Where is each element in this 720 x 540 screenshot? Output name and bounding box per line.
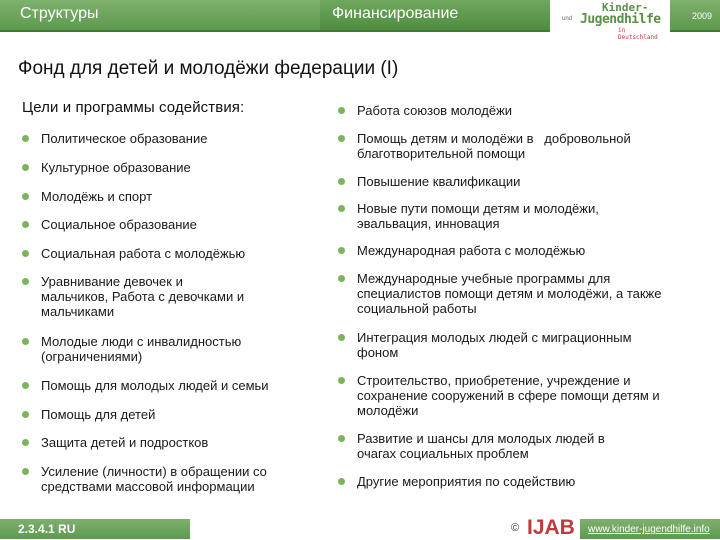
- logo-line1: Kinder-: [602, 1, 649, 14]
- bullet-icon: [22, 135, 29, 142]
- bullet-icon: [22, 278, 29, 285]
- list-item-text: Уравнивание девочек и: [41, 274, 183, 289]
- list-item-text: Культурное образование: [41, 160, 191, 175]
- footer-bar: [0, 516, 720, 540]
- bullet-icon: [338, 435, 345, 442]
- slide-code-badge: [0, 519, 190, 539]
- list-item-text: Международные учебные программы для: [357, 271, 611, 286]
- list-item-text: социальной работы: [357, 301, 477, 316]
- bullet-icon: [338, 334, 345, 341]
- bullet-icon: [338, 377, 345, 384]
- list-item-text: Молодёжь и спорт: [41, 189, 153, 204]
- list-item-text: молодёжи: [357, 403, 419, 418]
- slide-code-label: 2.3.4.1 RU: [18, 522, 76, 536]
- bullet-icon: [22, 439, 29, 446]
- list-item-text: благотворительной помощи: [357, 146, 526, 161]
- list-item-text: Политическое образование: [41, 131, 208, 146]
- bullet-icon: [338, 247, 345, 254]
- bullet-icon: [22, 250, 29, 257]
- bullet-icon: [22, 411, 29, 418]
- bullet-icon: [338, 478, 345, 485]
- bullet-icon: [338, 205, 345, 212]
- left-column-heading: Цели и программы содействия:: [22, 99, 245, 116]
- list-item-text: мальчиками: [41, 304, 115, 319]
- list-item-text: сохранение сооружений в сфере помощи детям и: [357, 388, 660, 403]
- list-item-text: (ограничениями): [41, 349, 143, 364]
- list-item-text: Другие мероприятия по содействию: [357, 474, 576, 489]
- bullet-icon: [22, 382, 29, 389]
- tab-structures[interactable]: Структуры: [20, 5, 99, 22]
- list-item-text: средствами массовой информации: [41, 479, 255, 494]
- list-item-text: Защита детей и подростков: [41, 435, 209, 450]
- list-item-text: Повышение квалификации: [357, 174, 521, 189]
- bullet-icon: [338, 275, 345, 282]
- list-item-text: Помощь детям и молодёжи в добровольной: [357, 131, 631, 146]
- list-item-text: эвальвация, инновация: [357, 216, 500, 231]
- list-item-text: Развитие и шансы для молодых людей в: [357, 431, 605, 446]
- list-item-text: очагах социальных проблем: [357, 446, 529, 461]
- kinder-jugendhilfe-logo: [560, 1, 668, 41]
- ijab-logo: IJAB: [527, 516, 575, 539]
- page-title: Фонд для детей и молодёжи федерации (I): [18, 58, 399, 79]
- list-item-text: специалистов помощи детям и молодёжи, а также: [357, 286, 662, 301]
- list-item-text: Помощь для молодых людей и семьи: [41, 378, 269, 393]
- list-item-text: Интеграция молодых людей с миграционным: [357, 330, 632, 345]
- list-item-text: фоном: [357, 345, 399, 360]
- logo-und: und: [562, 16, 573, 22]
- list-item-text: Усиление (личности) в обращении со: [41, 464, 267, 479]
- list-item-text: Молодые люди с инвалидностью: [41, 334, 242, 349]
- list-item-text: Помощь для детей: [41, 407, 156, 422]
- bullet-icon: [22, 338, 29, 345]
- logo-line3: in Deutschland: [618, 27, 658, 41]
- website-link-badge: [580, 519, 720, 539]
- list-item-text: Новые пути помощи детям и молодёжи,: [357, 201, 599, 216]
- year-label: 2009: [691, 11, 712, 21]
- list-item-text: Международная работа с молодёжью: [357, 243, 586, 258]
- list-item-text: Работа союзов молодёжи: [357, 103, 513, 118]
- tab-finance[interactable]: Финансирование: [332, 5, 459, 22]
- copyright-symbol: ©: [511, 522, 520, 534]
- list-item-text: Строительство, приобретение, учреждение и: [357, 373, 631, 388]
- bullet-icon: [338, 107, 345, 114]
- list-item-text: Социальная работа с молодёжью: [41, 246, 246, 261]
- list-item-text: мальчиков, Работа с девочками и: [41, 289, 245, 304]
- bullet-icon: [22, 221, 29, 228]
- bullet-icon: [22, 193, 29, 200]
- bullet-icon: [22, 468, 29, 475]
- bullet-icon: [338, 135, 345, 142]
- logo-line2: Jugendhilfe: [580, 12, 661, 27]
- bullet-icon: [338, 178, 345, 185]
- bullet-icon: [22, 164, 29, 171]
- website-link[interactable]: www.kinder-jugendhilfe.info: [588, 524, 710, 535]
- list-item-text: Социальное образование: [41, 217, 197, 232]
